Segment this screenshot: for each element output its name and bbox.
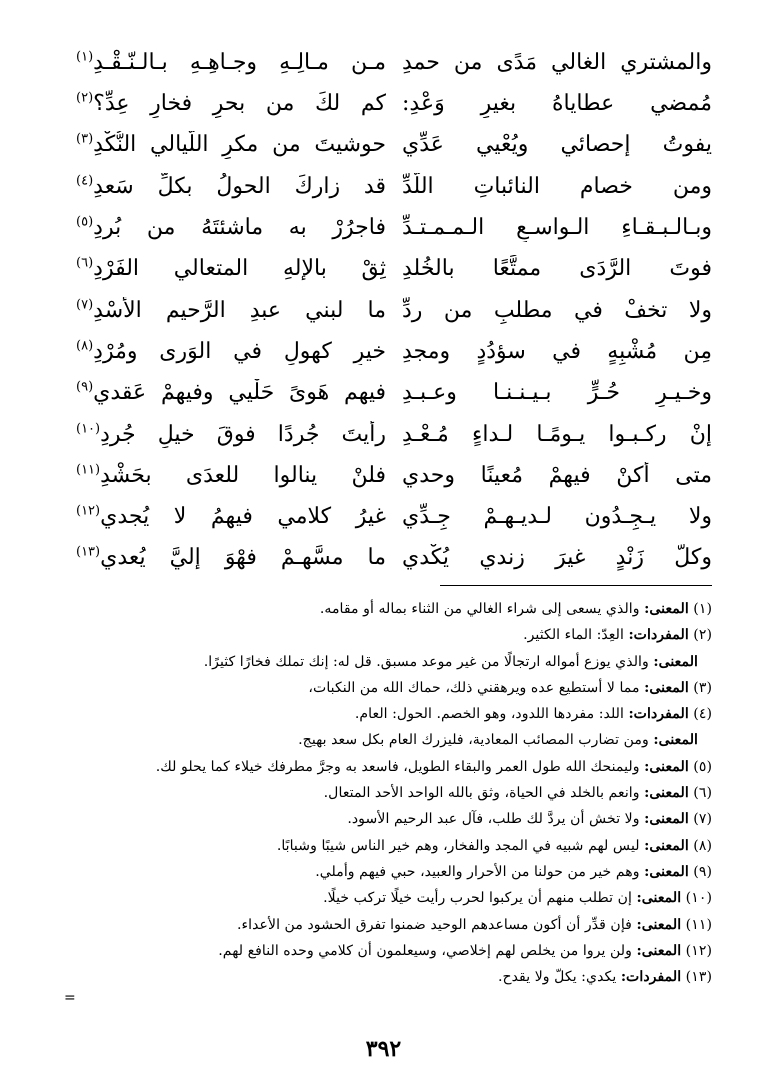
- verse-second-hemistich: [76, 544, 386, 572]
- footnote-label: المفردات:: [628, 706, 689, 723]
- verse-first-hemistich: وخـيـرِ حُـرٍّ بـيـنـنـا وعـبـدِ: [402, 380, 712, 406]
- verse-line: [76, 166, 712, 207]
- footnote-line: [60, 806, 712, 832]
- footnote-marker: (٣): [76, 132, 94, 148]
- verse-second-text: حوشيتَ من مكرِ اللّيالي النُّكْدِ: [93, 132, 386, 158]
- footnote-text: وانعم بالخلد في الحياة، وثق بالله الواحد الأحد المتعال.: [323, 785, 640, 802]
- verse-second-hemistich: [76, 214, 386, 242]
- footnote-line: [60, 885, 712, 911]
- footnote-label: المعنى:: [644, 758, 689, 775]
- footnote-label: المعنى:: [644, 785, 689, 802]
- footnote-line: [60, 780, 712, 806]
- verse-second-text: ما لبني عبدِ الرَّحيم الأُسْدِ: [93, 297, 386, 323]
- verse-first-hemistich: مِن مُشْبِهٍ في سؤدُدٍ ومجدِ: [402, 338, 712, 364]
- verse-second-hemistich: [76, 462, 386, 490]
- footnote-text: العِدّ: الماء الكثير.: [523, 627, 624, 644]
- footnote-number: (١٣): [685, 969, 712, 986]
- footnote-label: المعنى:: [636, 942, 682, 959]
- verse-line: [76, 496, 712, 537]
- footnote-text: والذي يوزع أمواله ارتجالًا من غير موعد مسبق. قل له: إنك تملك فخارًا كثيرًا.: [203, 653, 649, 670]
- footnote-label: المعنى:: [644, 863, 689, 880]
- footnote-label: المعنى:: [636, 916, 682, 933]
- footnotes: [60, 596, 712, 990]
- page-number: ٣٩٢: [365, 1036, 402, 1062]
- footnote-label: المعنى:: [644, 679, 689, 696]
- verse-first-hemistich: يفوتُ إحصائي ويُعْيي عَدِّي: [402, 132, 712, 158]
- footnote-text: اللد: مفردها اللدود، وهو الخصم. الحول: العام.: [354, 706, 624, 723]
- footnote-line: [60, 938, 712, 964]
- footnote-marker: (١٣): [76, 545, 101, 561]
- verse-second-text: فيهم هَوىً حَلْيي وفيهمْ عَقدي: [93, 380, 386, 406]
- verse-second-text: ثِقْ بالإلهِ المتعالي الفَرْدِ: [93, 256, 386, 282]
- verse-first-hemistich: ولا تخفْ في مطلبٍ من ردِّ: [402, 297, 712, 323]
- verse-first-hemistich: مُمضي عطاياهُ بغيرِ وَعْدِ:: [402, 91, 712, 117]
- verse-line: [76, 290, 712, 331]
- footnote-line: [60, 754, 712, 780]
- verse-second-hemistich: [76, 90, 386, 118]
- verse-first-hemistich: فوتَ الرَّدَى ممتَّعًا بالخُلدِ: [402, 256, 712, 282]
- verse-line: [76, 83, 712, 124]
- footnote-line: [60, 833, 712, 859]
- verse-line: [76, 331, 712, 372]
- footnote-label: المعنى:: [636, 890, 682, 907]
- footnote-line: [60, 649, 712, 675]
- verse-second-text: قد زاركَ الحولُ بكلِّ سَعدِ: [93, 173, 386, 199]
- footnote-marker: (٨): [76, 338, 94, 354]
- footnote-number: (٩): [693, 863, 712, 880]
- footnote-text: ومن تضارب المصائب المعادية، فليزرك العام بكل سعد بهيج.: [298, 732, 649, 749]
- verse-line: [76, 248, 712, 289]
- footnote-number: (١١): [685, 916, 712, 933]
- verse-line: [76, 538, 712, 579]
- verse-second-hemistich: [76, 421, 386, 449]
- footnote-number: (٥): [693, 758, 712, 775]
- verse-first-hemistich: إنْ ركـبـوا يـومًـا لـداءٍ مُـعْـدِ: [402, 421, 712, 447]
- poem-verses: [76, 42, 712, 579]
- verse-second-text: خيرِ كهولٍ في الوَرى ومُرْدِ: [93, 338, 386, 364]
- verse-second-hemistich: [76, 297, 386, 325]
- verse-second-text: غيرُ كلامي فيهمُ لا يُجدي: [100, 504, 386, 530]
- footnote-line: [60, 622, 712, 648]
- footnote-label: المفردات:: [620, 969, 682, 986]
- footnote-label: المعنى:: [653, 732, 698, 749]
- verse-second-text: ما مسَّهـمْ فهْوَ إليَّ يُعدي: [100, 545, 386, 571]
- verse-second-text: فاجرُرْ به ماشئتَهُ من بُردِ: [93, 215, 386, 241]
- footnote-text: ولا تخش أن يردَّ لك طلب، فآل عبد الرحيم الأسود.: [347, 811, 640, 828]
- footnote-marker: (٤): [76, 173, 94, 189]
- footnote-separator: [440, 585, 712, 586]
- footnote-number: (٢): [693, 627, 712, 644]
- verse-second-text: رأيتَ جُردًا فوقَ خيلٍ جُردِ: [100, 421, 386, 447]
- verse-first-hemistich: وكلُّ زَنْدٍ غيرَ زندي يُكْدي: [402, 545, 712, 571]
- footnote-label: المعنى:: [644, 601, 689, 617]
- footnote-text: وليمنحك الله طول العمر والبقاء الطويل، فاسعد به وجرَّ مطرفك خيلاء كما يحلو لك.: [155, 758, 640, 775]
- footnote-text: إن تطلب منهم أن يركبوا لحرب رأيت خيلًا تركب خيلًا.: [323, 890, 632, 907]
- verse-second-hemistich: [76, 379, 386, 407]
- footnote-number: (١): [693, 601, 712, 617]
- verse-first-hemistich: ومن خصام النائباتِ اللُّدِّ: [402, 173, 712, 199]
- footnote-marker: (٢): [76, 90, 94, 106]
- footnote-line: [60, 596, 712, 622]
- footnote-text: فإن قدِّر أن أكون مساعدهم الوحيد ضمنوا تفرق الحشود من الأعداء.: [236, 916, 632, 933]
- footnote-text: وهم خير من حولنا من الأحرار والعبيد، حبي فيهم وأملي.: [315, 863, 640, 880]
- footnote-number: (١٠): [685, 890, 712, 907]
- footnote-label: المفردات:: [628, 627, 689, 644]
- verse-second-hemistich: [76, 338, 386, 366]
- footnote-line: [60, 727, 712, 753]
- verse-line: [76, 207, 712, 248]
- footnote-marker: (٧): [76, 297, 94, 313]
- footnote-number: (٣): [693, 679, 712, 696]
- verse-second-hemistich: [76, 49, 386, 77]
- verse-line: [76, 414, 712, 455]
- verse-line: [76, 372, 712, 413]
- footnote-marker: (٦): [76, 256, 94, 272]
- footnote-marker: (٥): [76, 214, 94, 230]
- verse-second-hemistich: [76, 173, 386, 201]
- verse-line: [76, 125, 712, 166]
- footnote-marker: (١١): [76, 462, 101, 478]
- verse-first-hemistich: والمشتري الغالي مَدًى من حمدِ: [402, 49, 712, 75]
- footnote-number: (٨): [693, 837, 712, 854]
- footnote-line: [60, 912, 712, 938]
- footnote-number: (٧): [693, 811, 712, 828]
- verse-first-hemistich: وبـالـبـقـاءِ الـواسـعِ الـمـمـتـدِّ: [402, 215, 712, 241]
- footnote-marker: (٩): [76, 379, 94, 395]
- verse-second-hemistich: [76, 503, 386, 531]
- footnote-number: (١٢): [685, 942, 712, 959]
- footnote-marker: (١٠): [76, 421, 101, 437]
- footnote-text: والذي يسعى إلى شراء الغالي من الثناء بماله أو مقامه.: [319, 601, 640, 617]
- footnote-line: [60, 964, 712, 990]
- footnote-line: [60, 701, 712, 727]
- verse-second-hemistich: [76, 255, 386, 283]
- footnote-label: المعنى:: [653, 653, 698, 670]
- footnote-text: مما لا أستطيع عده ويرهقني ذلك، حماك الله من النكبات،: [308, 679, 640, 696]
- footnote-text: ولن يروا من يخلص لهم إخلاصي، وسيعلمون أن كلامي وحده النافع لهم.: [218, 942, 632, 959]
- footnote-number: (٤): [693, 706, 712, 723]
- verse-second-text: فلنْ ينالوا للعدَى بحَشْدِ: [100, 462, 386, 488]
- footnote-marker: (١٢): [76, 503, 101, 519]
- continuation-mark: =: [64, 990, 76, 1006]
- verse-second-text: مـن مـالِـهِ وجـاهِـهِ بـالـنّـقْـدِ: [93, 49, 386, 75]
- footnote-label: المعنى:: [644, 811, 689, 828]
- footnote-line: [60, 859, 712, 885]
- footnote-text: ليس لهم شبيه في المجد والفخار، وهم خير الناس شيبًا وشبابًا.: [276, 837, 640, 854]
- footnote-number: (٦): [693, 785, 712, 802]
- verse-first-hemistich: متى أكنْ فيهمْ مُعينًا وحدي: [402, 462, 712, 488]
- footnote-label: المعنى:: [644, 837, 689, 854]
- verse-first-hemistich: ولا يـجِـدُون لـديـهـمْ جِـدِّي: [402, 504, 712, 530]
- footnote-line: [60, 675, 712, 701]
- footnote-marker: (١): [76, 49, 94, 65]
- verse-second-text: كم لكَ من بحرٍ فخارِ عِدِّ؟: [93, 91, 386, 117]
- footnote-text: يكدي: يكلّ ولا يقدح.: [497, 969, 617, 986]
- verse-line: [76, 42, 712, 83]
- verse-second-hemistich: [76, 131, 386, 159]
- verse-line: [76, 455, 712, 496]
